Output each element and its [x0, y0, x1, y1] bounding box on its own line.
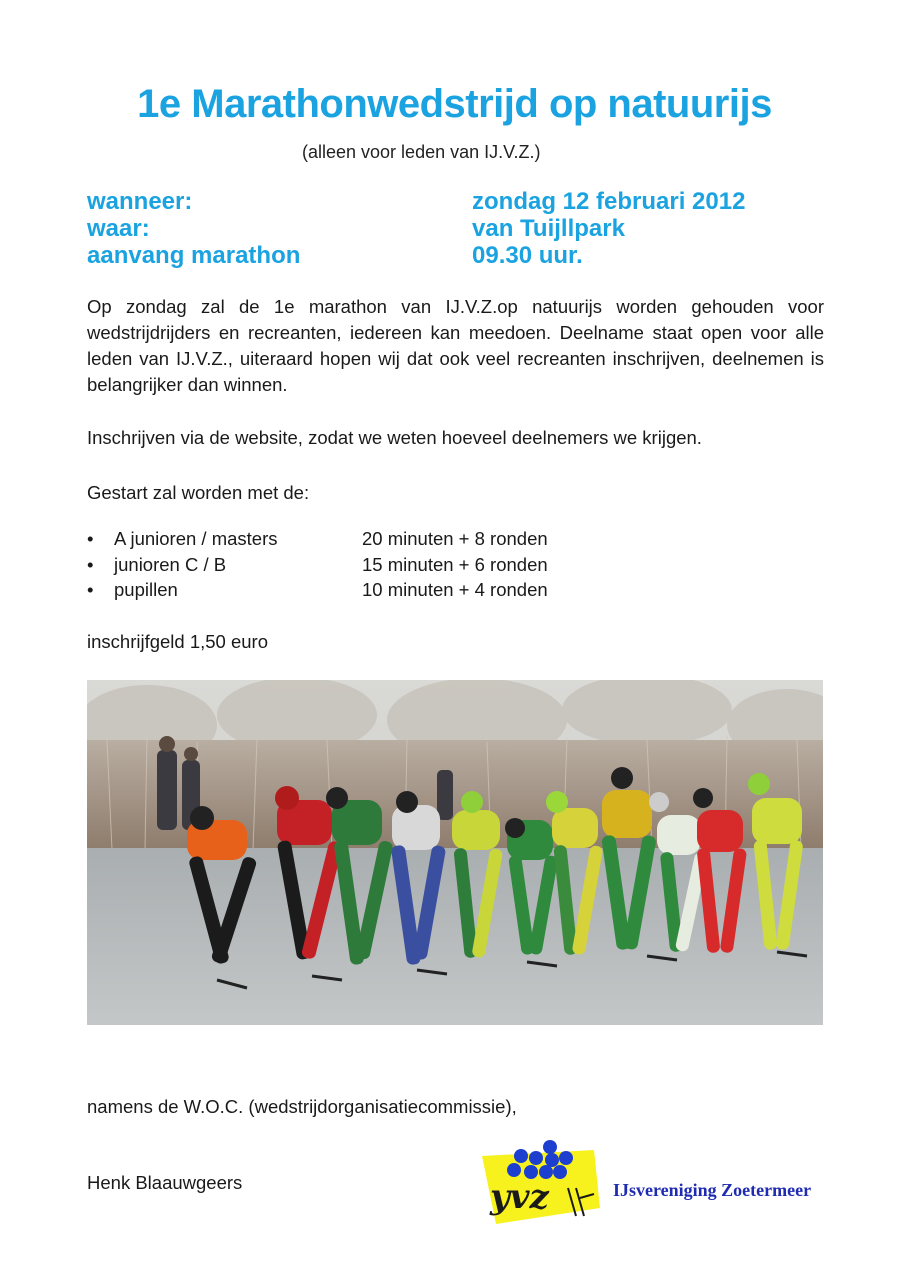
intro-paragraph: Op zondag zal de 1e marathon van IJ.V.Z.op natuurijs worden gehouden voor wedstrijdrijders en recreanten, iedereen kan meedoen. Deelname staat open voor alle leden van IJ.V.Z., uiteraard hopen wij dat ook veel recreanten inschrijven, deelnemen is belangrijker dan winnen. [87, 296, 824, 395]
start-paragraph: Gestart zal worden met de: [87, 482, 310, 503]
registration-paragraph: Inschrijven via de website, zodat we weten hoeveel deelnemers we krijgen. [87, 427, 702, 448]
signoff-text: namens de W.O.C. (wedstrijdorganisatiecommissie), [87, 1096, 517, 1117]
registration-fee: inschrijfgeld 1,50 euro [87, 631, 268, 652]
category-duration: 20 minuten + 8 ronden [362, 528, 548, 549]
category-name: A junioren / masters [114, 528, 278, 549]
skating-photo [87, 680, 823, 1025]
info-value: 09.30 uur. [472, 242, 583, 269]
category-duration: 15 minuten + 6 ronden [362, 553, 548, 575]
category-name: pupillen [114, 579, 178, 600]
event-info [87, 188, 827, 269]
info-label: aanvang marathon [87, 242, 301, 269]
info-label: waar: [87, 215, 150, 242]
signer-name: Henk Blaauwgeers [87, 1172, 243, 1193]
list-item [87, 554, 687, 580]
info-row-when [87, 188, 827, 215]
club-name: IJsvereniging Zoetermeer [613, 1180, 812, 1200]
club-logo [476, 1138, 606, 1230]
page-title: 1e Marathonwedstrijd op natuurijs [137, 82, 772, 126]
svg-text:yvz: yvz [490, 1177, 549, 1217]
info-row-start [87, 242, 827, 269]
info-label: wanneer: [87, 188, 193, 215]
info-row-where [87, 215, 827, 242]
category-list [87, 528, 687, 605]
list-item [87, 579, 687, 605]
info-value: van Tuijllpark [472, 215, 625, 242]
list-item [87, 528, 687, 554]
bullet: • [87, 579, 94, 600]
category-name: junioren C / B [114, 553, 227, 575]
info-value: zondag 12 februari 2012 [472, 188, 746, 215]
bullet: • [87, 553, 94, 575]
category-duration: 10 minuten + 4 ronden [362, 579, 548, 600]
page-subtitle: (alleen voor leden van IJ.V.Z.) [302, 142, 541, 162]
bullet: • [87, 528, 94, 549]
